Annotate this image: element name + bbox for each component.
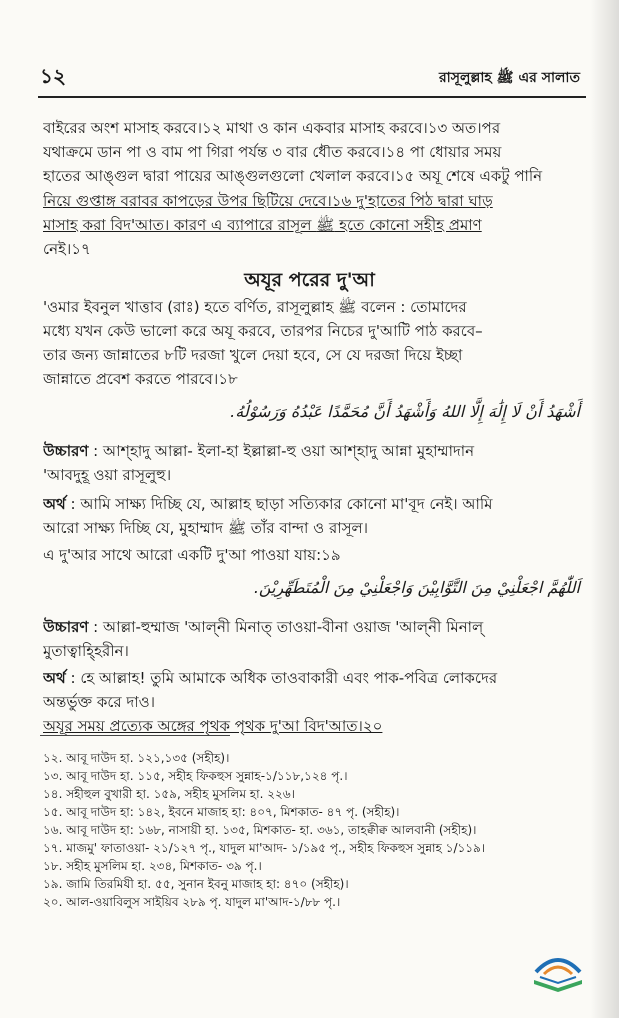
closing-line: অযূর সময় প্রত্যেক অঙ্গের পৃথক পৃথক দু'আ বিদ'আত।২০ [43,717,383,735]
meaning-text: : আমি সাক্ষ্য দিচ্ছি যে, আল্লাহ ছাড়া সত্যিকার কোনো মা'বূদ নেই। আমি [70,495,493,513]
meaning-label: অর্থ [43,669,66,687]
body-line: বাইরের অংশ মাসাহ করবে।১২ মাথা ও কান একবার মাসাহ করবে।১৩ অত।পর [43,119,501,137]
intro-line: তার জন্য জান্নাতের ৮টি দরজা খুলে দেয়া হবে, সে যে দরজা দিয়ে ইচ্ছা [43,346,463,364]
footnote-divider [40,735,230,736]
intro-line: জান্নাতে প্রবেশ করতে পারবে।১৮ [43,370,238,388]
pronunciation-label: উচ্চারণ [43,442,89,460]
pronunciation-label: উচ্চারণ [43,618,89,636]
page-number: ১২ [40,64,66,88]
meaning-2-cont: অন্তর্ভুক্ত করে দাও। [43,693,156,711]
pronunciation-1-cont: 'আবদুহূ ওয়া রাসূলুহু। [43,466,172,484]
footnote: ১৫. আবূ দাউদ হা: ১৪২, ইবনে মাজাহ হা: ৪০৭, মিশকাত- ৪৭ পৃ. (সহীহ)। [43,805,400,819]
pronunciation-2 [43,617,583,637]
header-rule [38,96,586,98]
footnote: ১৯. জামি তিরমিযী হা. ৫৫, সুনান ইবনু মাজাহ হা: ৪৭০ (সহীহ)। [43,877,349,891]
page-header [40,60,580,94]
footnote: ১২. আবূ দাউদ হা. ১২১,১৩৫ (সহীহ)। [43,751,230,765]
footnote: ২০. আল-ওয়াবিলুস সাইয়িব ২৮৯ পৃ. যাদুল মা'আদ-১/৮৮ পৃ.। [43,895,341,909]
intro-line: 'ওমার ইবনুল খাত্তাব (রাঃ) হতে বর্ণিত, রাসূলুল্লাহ ﷺ বলেন : তোমাদের [43,298,467,316]
body-line: নেই।১৭ [43,240,91,258]
meaning-text: : হে আল্লাহ! তুমি আমাকে অধিক তাওবাকারী এবং পাক-পবিত্র লোকদের [70,669,498,687]
page-edge-shadow [590,0,619,1018]
extra-dua-note: এ দু'আর সাথে আরো একটি দু'আ পাওয়া যায়:১৯ [43,546,341,564]
arabic-dua-1: أَشْهَدُ أَنْ لَا إِلَٰهَ إِلَّا اللهُ وَأَشْهَدُ أَنَّ مُحَمَّدًا عَبْدُهُ وَرَسُوْلُهُ. [230,402,580,421]
section-heading: অযূর পরের দু'আ [244,269,375,291]
pronunciation-text: : আল্লা-হুম্মাজ 'আল্নী মিনাত্ তাওয়া-বীনা ওয়াজ 'আল্নী মিনাল্ [93,618,484,636]
pronunciation-2-cont: মুতাত্বাহ্হিরীন। [43,642,129,660]
body-line: মাসাহ করা বিদ'আত। কারণ এ ব্যাপারে রাসূল ﷺ হতে কোনো সহীহ প্রমাণ [43,216,482,234]
meaning-1 [43,494,583,514]
footnote: ১৩. আবূ দাউদ হা. ১১৫, সহীহ ফিকহুস সুন্নাহ-১/১১৮,১২৪ পৃ.। [43,769,348,783]
meaning-label: অর্থ [43,495,66,513]
pronunciation-text: : আশ্হাদু আল্লা- ইলা-হা ইল্লাল্লা-হু ওয়া আশ্হাদু আন্না মুহাম্মাদান [93,442,475,460]
body-line: হাতের আঙ্গুল দ্বারা পায়ের আঙ্গুলগুলো খেলাল করবে।১৫ অযূ শেষে একটু পানি [43,167,543,185]
pronunciation-1 [43,441,583,461]
arabic-dua-2: اَللّٰهُمَّ اجْعَلْنِيْ مِنَ التَّوَّابِيْنَ وَاجْعَلْنِيْ مِنَ الْمُتَطَهِّرِيْنَ. [253,578,580,597]
body-line: যথাক্রমে ডান পা ও বাম পা গিরা পর্যন্ত ৩ বার ধৌত করবে।১৪ পা ধোয়ার সময় [43,143,502,161]
body-line: নিয়ে গুপ্তাঙ্গ বরাবর কাপড়ের উপর ছিটিয়ে দেবে।১৬ দু'হাতের পিঠ দ্বারা ঘাড় [43,192,493,210]
footnote: ১৪. সহীহুল বুখারী হা. ১৫৯, সহীহ মুসলিম হা. ২২৬। [43,787,295,801]
footnote: ১৮. সহীহ মুসলিম হা. ২৩৪, মিশকাত- ৩৯ পৃ.। [43,859,262,873]
meaning-1-cont: আরো সাক্ষ্য দিচ্ছি যে, মুহাম্মাদ ﷺ তাঁর বান্দা ও রাসূল। [43,519,369,537]
meaning-2 [43,668,583,688]
book-with-arch-logo-icon [528,950,588,995]
footnote: ১৬. আবূ দাউদ হা: ১৬৮, নাসায়ী হা. ১৩৫, মিশকাত- হা. ৩৬১, তাহক্বীক্ব আলবানী (সহীহ)। [43,823,477,837]
footnote: ১৭. মাজমু' ফাতাওয়া- ২১/১২৭ পৃ., যাদুল মা'আদ- ১/১৯৫ পৃ., সহীহ ফিকহুস সুন্নাহ ১/১১৯। [43,841,486,855]
running-title: রাসূলুল্লাহ ﷺ এর সালাত [438,70,580,86]
intro-line: মধ্যে যখন কেউ ভালো করে অযূ করবে, তারপর নিচের দু'আটি পাঠ করবে– [43,322,483,340]
